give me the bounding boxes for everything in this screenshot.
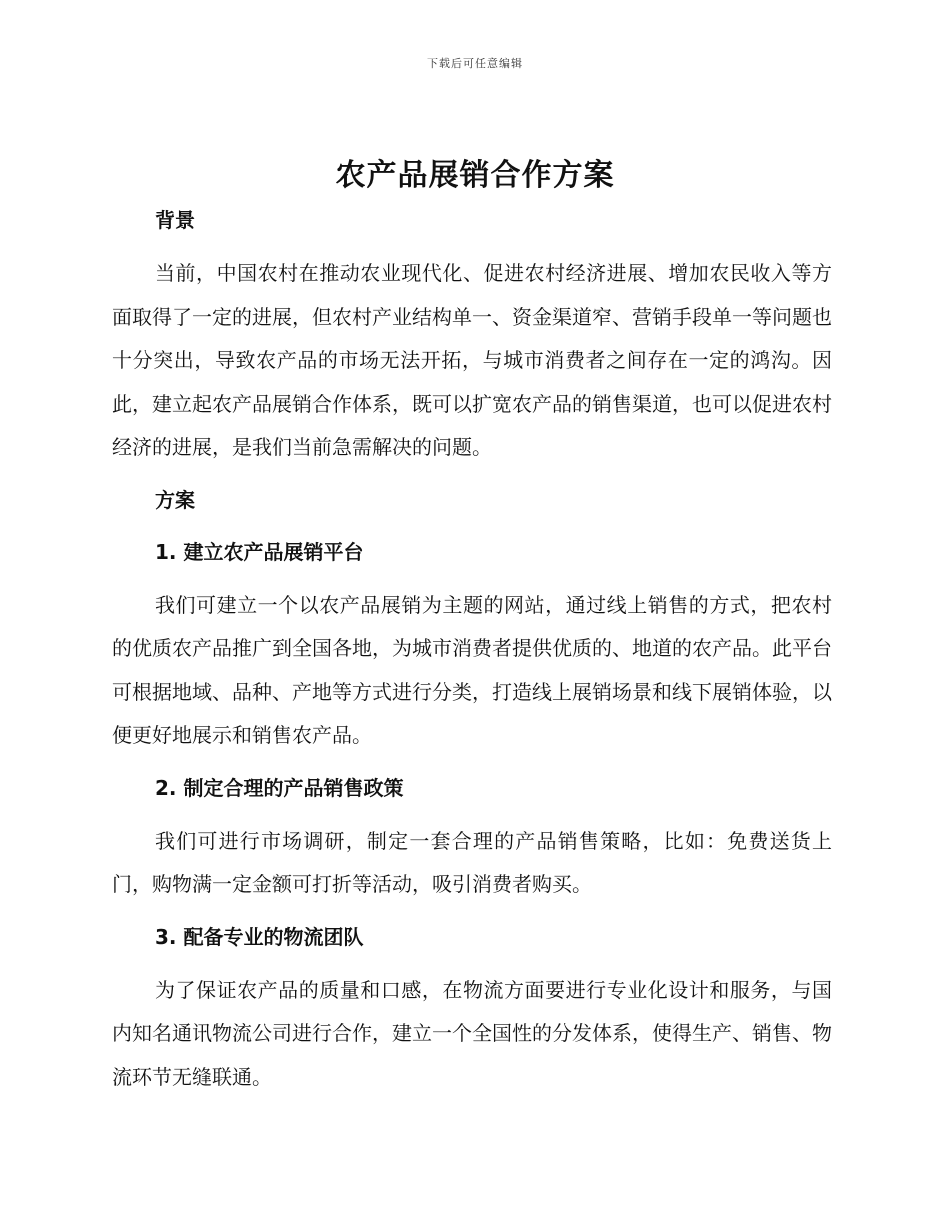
background-paragraph: 当前，中国农村在推动农业现代化、促进农村经济进展、增加农民收入等方面取得了一定的进展，但农村产业结构单一、资金渠道窄、营销手段单一等问题也十分突出，导致农产品的市场无法开拓，与城市消费者之间存在一定的鸿沟。因此，建立起农产品展销合作体系，既可以扩宽农产品的销售渠道，也可以促进农村经济的进展，是我们当前急需解决的问题。 [112, 261, 832, 459]
subsection-heading-1: 1. 建立农产品展销平台 [155, 539, 364, 564]
header-note: 下载后可任意编辑 [427, 57, 523, 70]
subsection-heading-3: 3. 配备专业的物流团队 [155, 924, 364, 949]
subsection-paragraph-3: 为了保证农产品的质量和口感，在物流方面要进行专业化设计和服务，与国内知名通讯物流公司进行合作，建立一个全国性的分发体系，使得生产、销售、物流环节无缝联通。 [112, 977, 832, 1089]
subsection-heading-2: 2. 制定合理的产品销售政策 [155, 775, 404, 800]
subsection-paragraph-2: 我们可进行市场调研，制定一套合理的产品销售策略，比如：免费送货上门，购物满一定金额可打折等活动，吸引消费者购买。 [112, 828, 832, 896]
document-title: 农产品展销合作方案 [335, 158, 615, 193]
document-body [112, 200, 832, 1099]
section-heading-background: 背景 [155, 208, 195, 232]
section-heading-plan: 方案 [155, 487, 195, 512]
subsection-paragraph-1: 我们可建立一个以农产品展销为主题的网站，通过线上销售的方式，把农村的优质农产品推广到全国各地，为城市消费者提供优质的、地道的农产品。此平台可根据地域、品种、产地等方式进行分类，打造线上展销场景和线下展销体验，以便更好地展示和销售农产品。 [112, 592, 832, 747]
